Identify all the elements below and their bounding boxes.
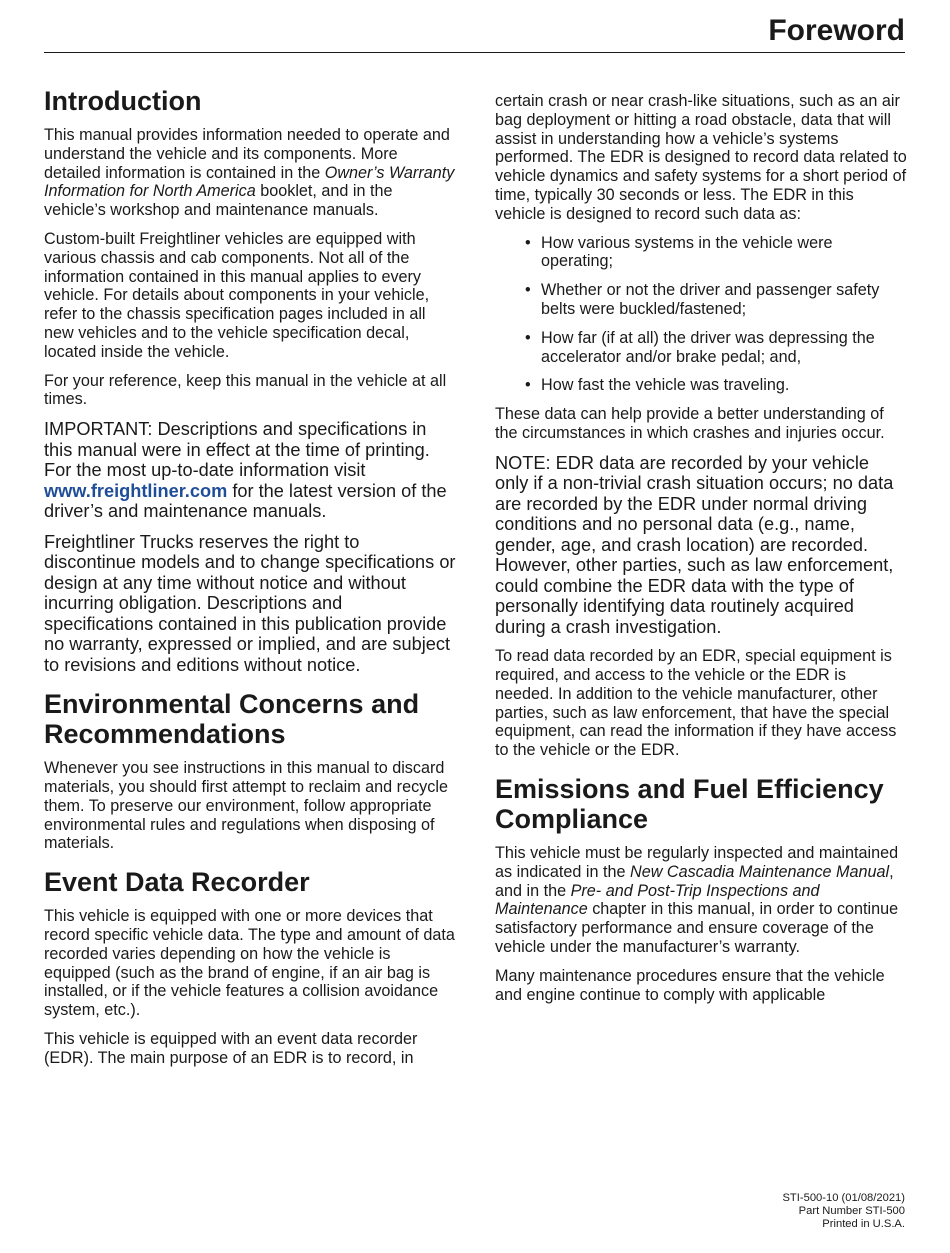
emissions-paragraph-1 <box>495 844 907 957</box>
text-run: , and in the <box>495 862 894 900</box>
reserves-paragraph: Freightliner Trucks reserves the right to discontinue models and to change specifications or design at any time without notice and without incurring obligation. Descriptions and specifications contained in this publication provide no warranty, expressed or implied, and are subject to revisions and editions without notice. <box>44 531 456 675</box>
list-item: • How far (if at all) the driver was depressing the accelerator and/or brake pedal; and, <box>541 329 907 367</box>
italic-title: New Cascadia Maintenance Manual <box>630 862 890 881</box>
footer-part-number: Part Number STI-500 <box>798 1205 905 1217</box>
italic-title: Pre- and Post-Trip Inspections and Maintenance <box>495 881 820 919</box>
list-item: • Whether or not the driver and passenger safety belts were buckled/fastened; <box>541 281 907 319</box>
edr-paragraph-2: This vehicle is equipped with an event data recorder (EDR). The main purpose of an EDR is to record, in <box>44 1029 418 1067</box>
header-rule <box>44 52 905 53</box>
intro-paragraph-3: For your reference, keep this manual in the vehicle at all times. <box>44 371 447 409</box>
note-paragraph: NOTE: EDR data are recorded by your vehicle only if a non-trivial crash situation occurs; no data are recorded by the EDR under normal driving conditions and no personal data (e.g., name, gender, age, and crash location) are recorded. However, other parties, such as law enforcement, could combine the EDR data with the type of personally identifying data routinely acquired during a crash investigation. <box>495 452 894 637</box>
italic-title: Owner’s Warranty Information for North America <box>44 163 455 201</box>
text-run: This vehicle must be regularly inspected and maintained as indicated in the <box>495 844 899 881</box>
environmental-heading: Environmental Concerns and Recommendations <box>44 689 420 750</box>
text-run: booklet, and in the vehicle’s workshop and maintenance manuals. <box>44 182 393 220</box>
edr-paragraph-1: This vehicle is equipped with one or more devices that record specific vehicle data. The type and amount of data recorded varies depending on how the vehicle is equipped (such as the brand of engine, if an air bag is installed, or if the vehicle features a collision avoidance system, etc.). <box>44 907 455 1020</box>
text-run: This manual provides information needed to operate and understand the vehicle and its components. More detailed information is contained in the <box>44 126 450 182</box>
edr-data-help-paragraph: These data can help provide a better understanding of the circumstances in which crashes and injuries occur. <box>495 405 885 442</box>
list-item: • How various systems in the vehicle were operating; <box>541 234 907 272</box>
left-column <box>44 86 456 1078</box>
intro-paragraph-2: Custom-built Freightliner vehicles are equipped with various chassis and cab components. Not all of the information contained in this manual applies to every vehicle. For details about components in your vehicle, refer to the chassis specification pages included in all new vehicles and to the vehicle specification decal, located inside the vehicle. <box>44 229 430 361</box>
page-footer <box>782 1192 905 1231</box>
event-data-recorder-heading: Event Data Recorder <box>44 867 310 898</box>
introduction-heading: Introduction <box>44 86 202 116</box>
environmental-paragraph: Whenever you see instructions in this manual to discard materials, you should first attempt to reclaim and recycle them. To preserve our environment, follow appropriate environmental rules and regulations when disposing of materials. <box>44 759 448 853</box>
text-run: chapter in this manual, in order to continue satisfactory performance and ensure coverage of the vehicle under the manufacturer’s warranty. <box>495 900 899 957</box>
website-link[interactable]: www.freightliner.com <box>44 480 228 501</box>
edr-read-paragraph: To read data recorded by an EDR, special equipment is required, and access to the vehicle or the EDR is needed. In addition to the vehicle manufacturer, other parties, such as law enforcement, that have the special equipment, can read the information if they have access to the vehicle or the EDR. <box>495 647 897 760</box>
important-paragraph <box>44 419 456 522</box>
intro-paragraph-1 <box>44 126 456 220</box>
edr-data-list <box>495 234 907 396</box>
emissions-paragraph-2: Many maintenance procedures ensure that the vehicle and engine continue to comply with applicable <box>495 966 885 1004</box>
footer-printed-in: Printed in U.S.A. <box>822 1218 905 1230</box>
footer-document-code: STI-500-10 (01/08/2021) <box>782 1192 905 1204</box>
text-run: IMPORTANT: Descriptions and specifications in this manual were in effect at the time of printing. For the most up-to-date information visit <box>44 419 430 481</box>
emissions-heading: Emissions and Fuel Efficiency Compliance <box>495 774 884 835</box>
page-title: Foreword <box>768 14 905 47</box>
edr-continued-paragraph: certain crash or near crash-like situations, such as an air bag deployment or hitting a road obstacle, data that will assist in understanding how a vehicle’s systems performed. The EDR is designed to record data related to vehicle dynamics and safety systems for a short period of time, typically 30 seconds or less. The EDR in this vehicle is designed to record such data as: <box>495 92 907 223</box>
text-run: for the latest version of the driver’s and maintenance manuals. <box>44 480 447 522</box>
list-item: • How fast the vehicle was traveling. <box>541 376 907 395</box>
right-column <box>495 92 907 1014</box>
